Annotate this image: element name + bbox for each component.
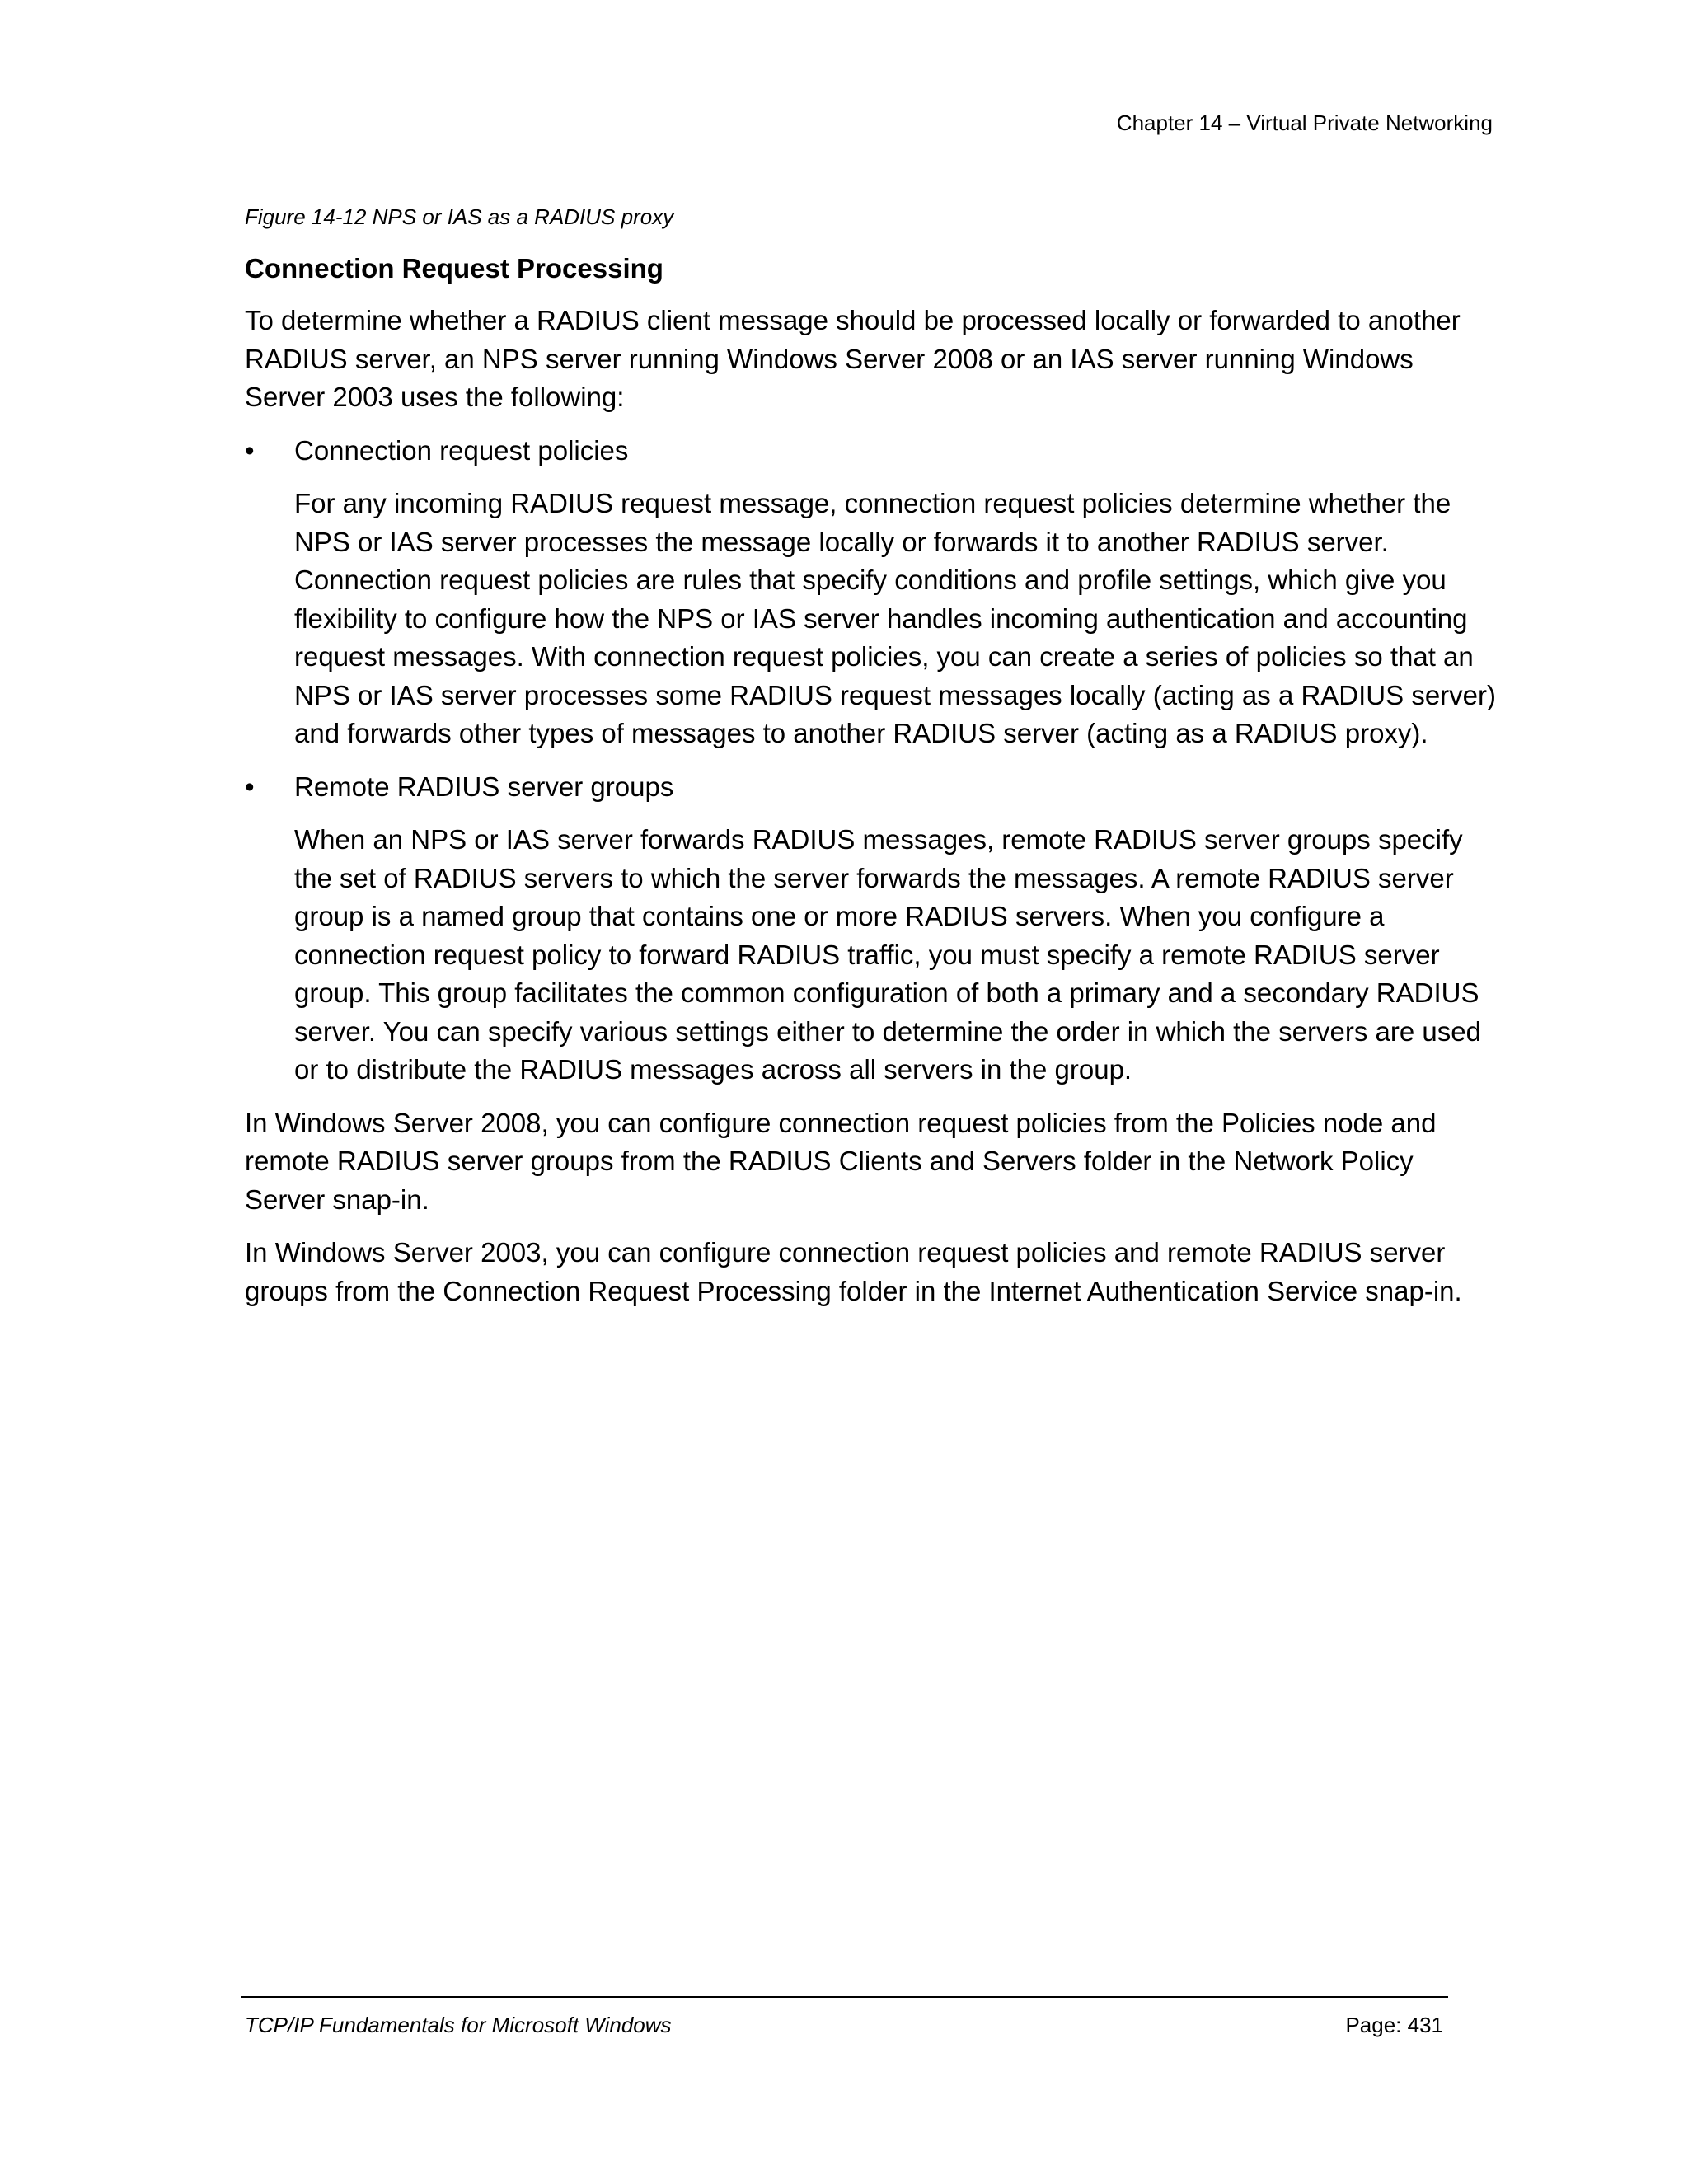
- bullet-marker: •: [245, 434, 255, 466]
- intro-paragraph: To determine whether a RADIUS client message should be processed locally or forwarded to another RADIUS server, an NPS server running Windows Server 2008 or an IAS server running Windows Server 2003 uses the following:: [245, 305, 1461, 412]
- footer-divider: [241, 1996, 1448, 1998]
- bullet-body-remote-radius-server-groups: When an NPS or IAS server forwards RADIUS messages, remote RADIUS server groups specify the set of RADIUS servers to which the server forwards the messages. A remote RADIUS server group is a named group that contains one or more RADIUS servers. When you configure a connection request policy to forward RADIUS traffic, you must specify a remote RADIUS server group. This group facilitates the common configuration of both a primary and a secondary RADIUS server. You can specify various settings either to determine the order in which the servers are used or to distribute the RADIUS messages across all servers in the group.: [294, 824, 1481, 1085]
- bullet-item-connection-request-policies: [245, 432, 1498, 471]
- page-content: [245, 203, 1498, 1325]
- footer-page-number: Page: 431: [1345, 2013, 1443, 2037]
- section-heading: Connection Request Processing: [245, 253, 663, 284]
- figure-caption: Figure 14-12 NPS or IAS as a RADIUS proxy: [245, 204, 674, 229]
- paragraph-windows-server-2003: In Windows Server 2003, you can configure connection request policies and remote RADIUS server groups from the Connection Request Processing folder in the Internet Authentication Service snap-in.: [245, 1237, 1462, 1306]
- bullet-item-remote-radius-server-groups: [245, 768, 1498, 807]
- chapter-header: Chapter 14 – Virtual Private Networking: [1116, 110, 1493, 135]
- bullet-title: Connection request policies: [294, 434, 629, 466]
- bullet-title: Remote RADIUS server groups: [294, 771, 674, 802]
- bullet-marker: •: [245, 771, 255, 802]
- paragraph-windows-server-2008: In Windows Server 2008, you can configure connection request policies from the Policies node and remote RADIUS server groups from the RADIUS Clients and Servers folder in the Network Policy Server snap-in.: [245, 1107, 1437, 1215]
- footer-book-title: TCP/IP Fundamentals for Microsoft Windows: [245, 2013, 672, 2037]
- bullet-body-connection-request-policies: For any incoming RADIUS request message, connection request policies determine whether the NPS or IAS server processes the message locally or forwards it to another RADIUS server. Connection request policies are rules that specify conditions and profile settings, which give you flexibility to configure how the NPS or IAS server handles incoming authentication and accounting request messages. With connection request policies, you can create a series of policies so that an NPS or IAS server processes some RADIUS request messages locally (acting as a RADIUS server) and forwards other types of messages to another RADIUS server (acting as a RADIUS proxy).: [294, 488, 1496, 748]
